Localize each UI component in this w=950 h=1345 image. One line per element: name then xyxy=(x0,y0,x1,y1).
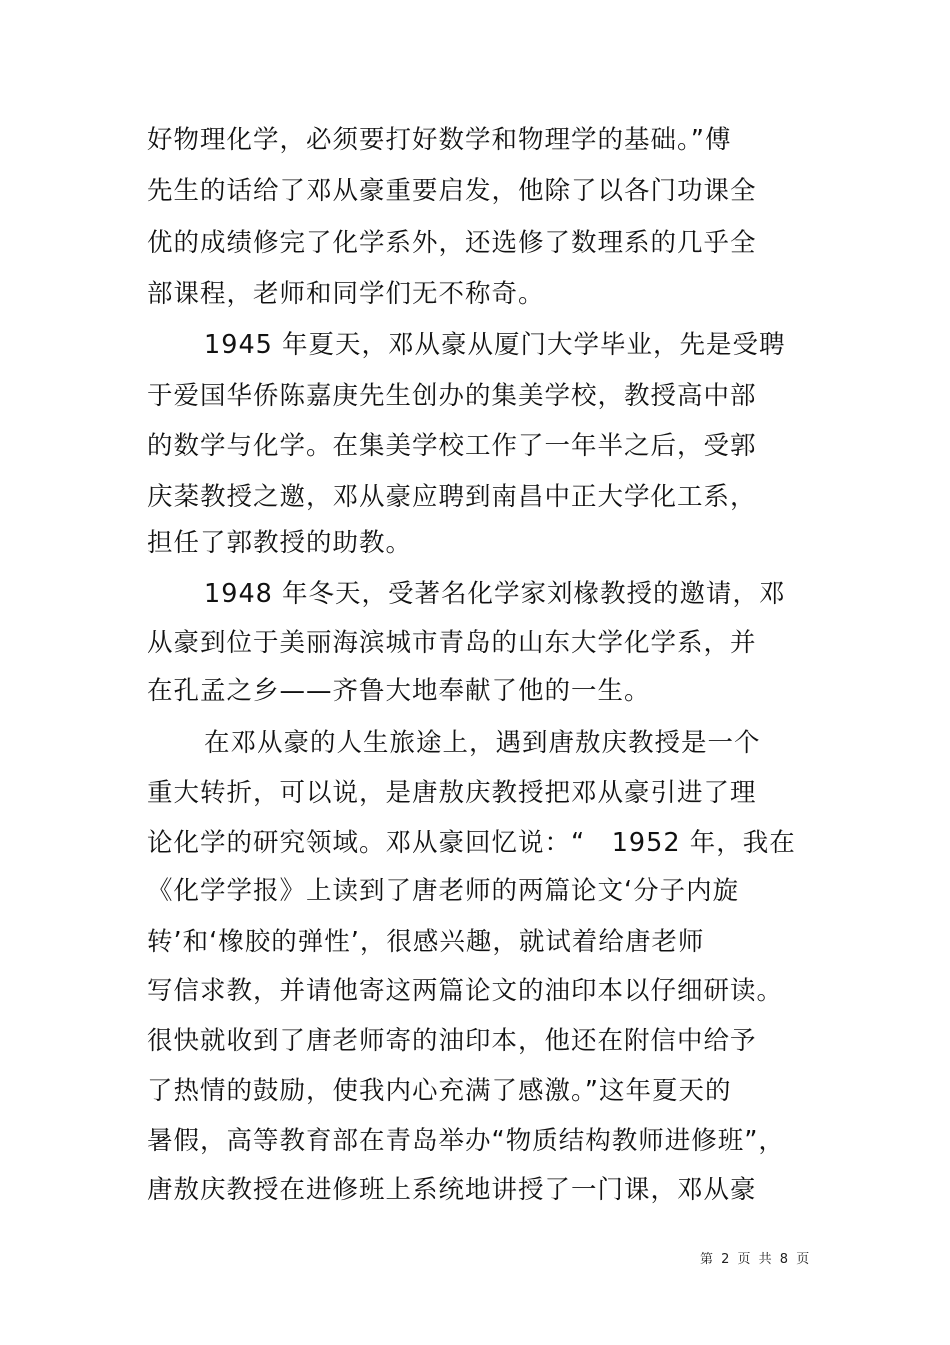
text-line: 先生的话给了邓从豪重要启发，他除了以各门功课全 xyxy=(147,176,757,206)
text-line: 1945 年夏天，邓从豪从厦门大学毕业，先是受聘 xyxy=(204,330,786,360)
text-line: 担任了郭教授的助教。 xyxy=(147,528,413,558)
text-line: 重大转折，可以说，是唐敖庆教授把邓从豪引进了理 xyxy=(147,778,757,808)
text-line: 部课程，老师和同学们无不称奇。 xyxy=(147,279,545,309)
text-line: 在邓从豪的人生旅途上，遇到唐敖庆教授是一个 xyxy=(204,728,761,758)
text-line: 1948 年冬天，受著名化学家刘椽教授的邀请，邓 xyxy=(204,579,786,609)
text-line: 于爱国华侨陈嘉庚先生创办的集美学校，教授高中部 xyxy=(147,381,757,411)
text-line: 在孔孟之乡——齐鲁大地奉献了他的一生。 xyxy=(147,676,651,706)
text-line: 很快就收到了唐老师寄的油印本，他还在附信中给予 xyxy=(147,1026,757,1056)
text-line: 写信求教，并请他寄这两篇论文的油印本以仔细研读。 xyxy=(147,976,784,1006)
text-line: 了热情的鼓励，使我内心充满了感激。”这年夏天的 xyxy=(147,1076,732,1106)
text-line: 唐敖庆教授在进修班上系统地讲授了一门课，邓从豪 xyxy=(147,1175,757,1205)
text-line: 转’和‘橡胶的弹性’，很感兴趣，就试着给唐老师 xyxy=(147,927,705,957)
text-line: 的数学与化学。在集美学校工作了一年半之后，受郭 xyxy=(147,431,757,461)
text-line: 从豪到位于美丽海滨城市青岛的山东大学化学系，并 xyxy=(147,628,757,658)
text-line: 《化学学报》上读到了唐老师的两篇论文‘分子内旋 xyxy=(147,876,740,906)
text-line: 庆棻教授之邀，邓从豪应聘到南昌中正大学化工系， xyxy=(147,482,757,512)
text-line: 优的成绩修完了化学系外，还选修了数理系的几乎全 xyxy=(147,228,757,258)
text-line: 论化学的研究领域。邓从豪回忆说：“ 1952 年，我在 xyxy=(147,828,796,858)
text-line: 暑假，高等教育部在青岛举办“物质结构教师进修班”， xyxy=(147,1126,785,1156)
page-number-footer: 第 2 页 共 8 页 xyxy=(700,1252,812,1267)
text-line: 好物理化学，必须要打好数学和物理学的基础。”傅 xyxy=(147,125,732,155)
